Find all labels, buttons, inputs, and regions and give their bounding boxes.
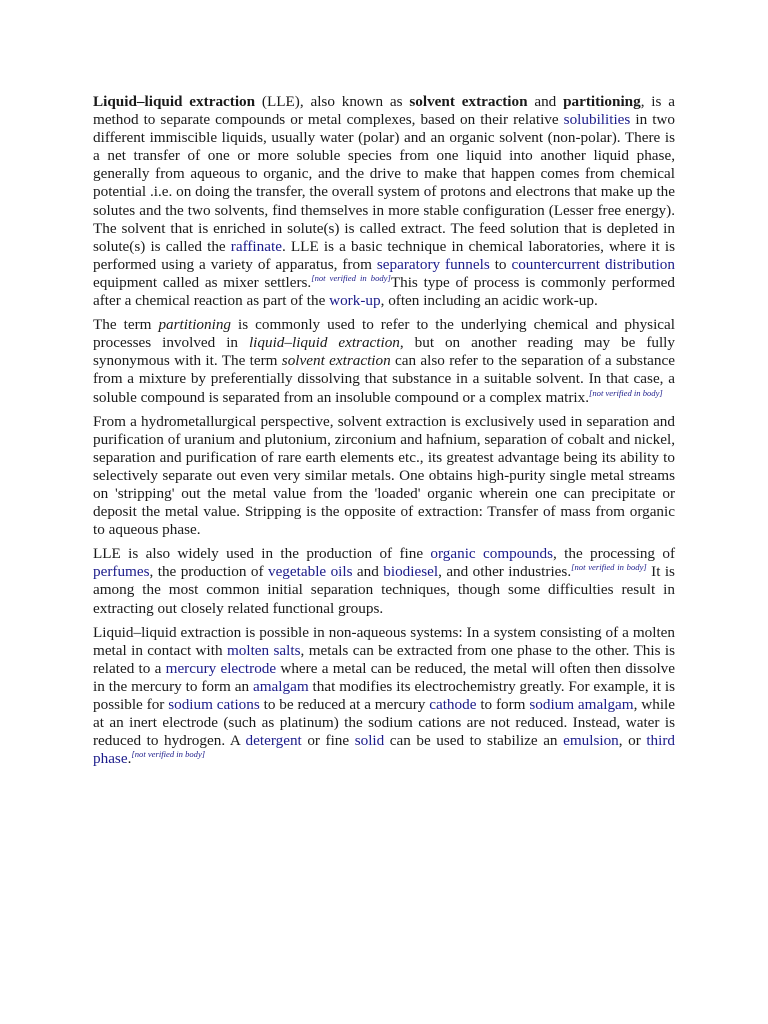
link-detergent[interactable]: detergent <box>245 732 302 750</box>
text: and <box>352 563 384 581</box>
link-sodium-cations[interactable]: sodium cations <box>168 696 260 713</box>
link-raffinate[interactable]: raffinate <box>230 237 282 255</box>
text: LLE is also widely used in the production of fine <box>93 545 431 563</box>
text: (LLE), also known as <box>255 93 410 110</box>
link-separatory-funnels[interactable]: separatory funnels <box>376 255 490 273</box>
text: The term <box>93 316 159 334</box>
text: , is a method to separate compounds or metal complexes, based on their relative <box>93 93 675 129</box>
note-not-verified[interactable]: [not verified in body] <box>589 387 663 398</box>
text: , but on another reading may be fully synonymous with it. The term <box>93 334 675 370</box>
paragraph-lle-intro <box>93 93 675 310</box>
text: can be used to stabilize an <box>384 732 564 750</box>
text: , the production of <box>149 563 268 581</box>
link-solid[interactable]: solid <box>354 732 385 750</box>
text: From a hydrometallurgical perspective, solvent extraction is exclusively used in separation and purification of uranium and plutonium, zirconium and hafnium, separation of cobalt and nickel, separation and purification of rare earth elements etc., its greatest advantage being its ability to selectively separate out even very similar metals. One obtains high-purity single metal streams on 'stripping' out the metal value from the 'loaded' organic wherein one can precipitate or deposit the metal value. Stripping is the opposite of extraction: Transfer of mass from organic to aqueous phase. <box>93 412 675 539</box>
text: . LLE is a basic technique in chemical laboratories, where it is performed using a variety of apparatus, from <box>93 237 675 273</box>
link-third-phase[interactable]: third phase <box>93 732 676 768</box>
text: equipment called as mixer settlers. <box>93 273 312 291</box>
link-sodium-amalgam[interactable]: sodium amalgam <box>529 696 634 713</box>
text: to be reduced at a mercury <box>259 696 430 713</box>
paragraph-non-aqueous <box>93 624 675 769</box>
text: , often including an acidic work-up. <box>380 292 598 310</box>
link-molten-salts[interactable]: molten salts <box>226 641 301 659</box>
text: , the processing of <box>553 545 675 563</box>
term-solvent-extraction-italic: solvent extraction <box>281 352 391 370</box>
text: can also refer to the separation of a substance from a mixture by preferentially dissolving that substance in a suitable solvent. In that case, a soluble compound is separated from an insoluble compound or a complex matrix. <box>93 352 675 406</box>
text: . <box>127 750 132 768</box>
paragraph-lle-uses <box>93 545 675 617</box>
text: is commonly used to refer to the underlying chemical and physical processes involved in <box>93 316 675 352</box>
text: to form <box>476 696 530 713</box>
text: that modifies its electrochemistry greatly. For example, it is possible for <box>93 677 675 713</box>
link-biodiesel[interactable]: biodiesel <box>383 563 439 581</box>
text: , while at an inert electrode (such as platinum) the sodium cations are not reduced. Instead, water is reduced to hydrogen. A <box>93 696 675 750</box>
link-organic-compounds[interactable]: organic compounds <box>430 545 554 563</box>
link-vegetable-oils[interactable]: vegetable oils <box>267 563 353 581</box>
term-solvent-extraction: solvent extraction <box>409 93 528 110</box>
link-amalgam[interactable]: amalgam <box>252 677 309 695</box>
term-partitioning-italic: partitioning <box>158 316 232 334</box>
document-page <box>93 93 675 774</box>
note-not-verified[interactable]: [not verified in body] <box>311 272 391 283</box>
paragraph-partitioning <box>93 316 675 406</box>
link-mercury-electrode[interactable]: mercury electrode <box>165 659 277 677</box>
text: , and other industries. <box>438 563 572 581</box>
text: Liquid–liquid extraction is possible in non-aqueous systems: In a system consisting of a molten metal in contact with <box>93 623 675 659</box>
link-work-up[interactable]: work-up <box>329 292 381 310</box>
text: to <box>489 255 512 273</box>
text: where a metal can be reduced, the metal will often then dissolve in the mercury to form an <box>93 659 675 695</box>
text: or fine <box>301 732 355 750</box>
text: It is among the most common initial separation techniques, though some difficulties result in extracting out closely related functional groups. <box>93 563 675 617</box>
note-not-verified[interactable]: [not verified in body] <box>571 562 647 573</box>
term-lle-italic: liquid–liquid extraction <box>248 334 400 352</box>
text: in two different immiscible liquids, usually water (polar) and an organic solvent (non-polar). There is a net transfer of one or more soluble species from one liquid into another liquid phase, generally from aqueous to organic, and the drive to make that happen comes from chemical potential .i.e. on doing the transfer, the overall system of protons and electrons that make up the solutes and the two solvents, find themselves in more stable configuration (Lesser free energy). The solvent that is enriched in solute(s) is called extract. The feed solution that is depleted in solute(s) is called the <box>93 111 675 255</box>
link-perfumes[interactable]: perfumes <box>93 563 150 581</box>
link-cathode[interactable]: cathode <box>429 696 477 713</box>
text: , metals can be extracted from one phase to the other. This is related to a <box>93 641 676 677</box>
link-countercurrent-distribution[interactable]: countercurrent distribution <box>511 255 675 273</box>
text: and <box>527 93 564 110</box>
link-emulsion[interactable]: emulsion <box>563 732 619 750</box>
paragraph-hydrometallurgical <box>93 413 675 540</box>
term-lle: Liquid–liquid extraction <box>93 93 256 110</box>
link-solubilities[interactable]: solubilities <box>563 111 631 129</box>
text: This type of process is commonly performed after a chemical reaction as part of the <box>93 273 675 310</box>
note-not-verified[interactable]: [not verified in body] <box>131 749 206 760</box>
term-partitioning: partitioning <box>563 93 641 110</box>
text: , or <box>618 732 647 750</box>
